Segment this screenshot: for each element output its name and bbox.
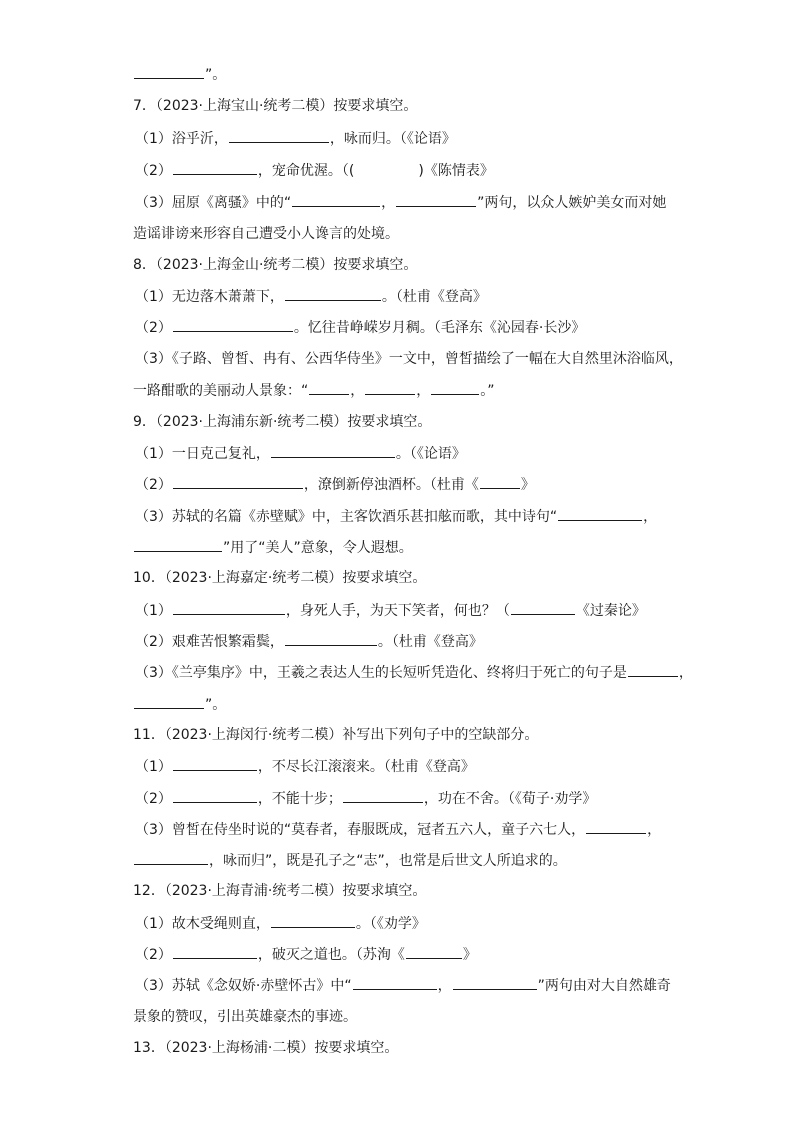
text-segment: （2） xyxy=(135,477,172,493)
answer-blank[interactable] xyxy=(480,474,520,489)
text-segment: （2） xyxy=(135,791,172,807)
text-segment: 11．（2023·上海闵行·统考二模）补写出下列句子中的空缺部分。 xyxy=(133,727,539,743)
text-segment: 》 xyxy=(520,477,535,493)
text-line xyxy=(135,756,694,777)
text-segment: ，功在不舍。（《荀子·劝学》 xyxy=(423,791,597,807)
answer-blank[interactable] xyxy=(353,975,437,990)
text-segment: ， xyxy=(381,195,396,211)
text-segment: 》 xyxy=(462,947,477,963)
text-segment: 造谣诽谤来形容自己遭受小人谗言的处境。 xyxy=(133,226,399,242)
text-segment: 。” xyxy=(480,383,495,399)
answer-blank[interactable] xyxy=(173,474,303,489)
answer-blank[interactable] xyxy=(285,286,381,301)
text-segment: ”用了“美人”意象，令人遐想。 xyxy=(223,540,413,556)
text-segment: （1） xyxy=(135,603,172,619)
text-segment: ， xyxy=(647,822,662,838)
text-line xyxy=(133,850,694,871)
text-segment: ， xyxy=(437,978,452,994)
text-segment: ， xyxy=(350,383,365,399)
text-segment: 。忆往昔峥嵘岁月稠。（毛泽东《沁园春·长沙》 xyxy=(293,320,586,336)
text-segment: ”两句由对大自然雄奇 xyxy=(537,978,671,994)
text-segment: （2） xyxy=(135,320,172,336)
text-segment: （2） xyxy=(135,947,172,963)
text-segment: ”两句，以众人嫉妒美女而对她 xyxy=(477,195,667,211)
text-segment: （3）屈原《离骚》中的“ xyxy=(135,195,292,211)
answer-blank[interactable] xyxy=(628,662,678,677)
text-line xyxy=(133,224,694,244)
answer-blank[interactable] xyxy=(406,944,462,959)
answer-blank[interactable] xyxy=(511,600,575,615)
text-segment: 。（《劝学》 xyxy=(355,916,426,932)
answer-blank[interactable] xyxy=(453,975,537,990)
text-segment: （3）《兰亭集序》中，王羲之表达人生的长短听凭造化、终将归于死亡的句子是 xyxy=(135,665,627,681)
text-segment: ，不尽长江滚滚来。（杜甫《登高》 xyxy=(257,759,475,775)
text-segment: （3）《子路、曾皙、冉有、公西华侍坐》一文中，曾皙描绘了一幅在大自然里沐浴临风， xyxy=(135,351,683,367)
text-segment: 9．（2023·上海浦东新·统考二模）按要求填空。 xyxy=(133,414,432,430)
answer-blank[interactable] xyxy=(271,913,355,928)
text-segment: 景象的赞叹，引出英雄豪杰的事迹。 xyxy=(133,1009,357,1025)
text-segment: （1） xyxy=(135,759,172,775)
text-line xyxy=(133,537,694,558)
answer-blank[interactable] xyxy=(134,850,208,865)
text-segment: ，不能十步； xyxy=(257,791,342,807)
text-line xyxy=(135,975,694,996)
text-segment: 《过秦论》 xyxy=(575,603,646,619)
question-heading xyxy=(133,725,694,745)
text-line xyxy=(133,380,694,401)
text-segment: （3）曾皙在侍坐时说的“莫春者，春服既成，冠者五六人，童子六七人， xyxy=(135,822,586,838)
answer-blank[interactable] xyxy=(271,443,395,458)
text-segment: 13．（2023·上海杨浦·二模）按要求填空。 xyxy=(133,1040,399,1056)
text-line xyxy=(135,944,694,965)
text-segment: （1）一日克己复礼， xyxy=(135,446,270,462)
answer-blank[interactable] xyxy=(229,128,329,143)
text-segment: )《陈情表》 xyxy=(418,163,494,179)
question-heading xyxy=(133,1038,694,1058)
answer-blank[interactable] xyxy=(173,756,257,771)
answer-blank[interactable] xyxy=(134,537,222,552)
text-segment: （1）浴乎沂， xyxy=(135,131,228,147)
text-segment: （2）艰难苦恨繁霜鬓， xyxy=(135,634,284,650)
text-segment: ， xyxy=(643,509,658,525)
text-segment: ”。 xyxy=(205,697,227,713)
text-segment: ，宠命优渥。（( xyxy=(257,163,355,179)
answer-blank[interactable] xyxy=(173,600,285,615)
answer-blank[interactable] xyxy=(173,788,257,803)
text-segment: 。（《论语》 xyxy=(395,446,466,462)
text-segment: ， xyxy=(678,665,693,681)
text-segment: 。（杜甫《登高》 xyxy=(377,634,483,650)
text-line xyxy=(135,819,694,840)
answer-blank[interactable] xyxy=(396,192,476,207)
text-segment: 一路酣歌的美丽动人景象：“ xyxy=(133,383,309,399)
text-line xyxy=(133,1007,694,1027)
text-segment: 。（杜甫《登高》 xyxy=(381,289,487,305)
text-line xyxy=(135,788,694,809)
question-heading xyxy=(133,881,694,901)
text-segment: ，身死人手，为天下笑者，何也？（ xyxy=(285,603,510,619)
text-line xyxy=(135,192,694,213)
question-heading xyxy=(133,568,694,588)
text-segment: 7．（2023·上海宝山·统考二模）按要求填空。 xyxy=(133,98,418,114)
text-line xyxy=(135,662,694,683)
answer-blank[interactable] xyxy=(365,380,415,395)
text-segment: （3）苏轼的名篇《赤壁赋》中，主客饮酒乐甚扣舷而歌，其中诗句“ xyxy=(135,509,558,525)
question-heading xyxy=(133,255,694,275)
text-segment: ，咏而归。（《论语》 xyxy=(329,131,456,147)
text-line xyxy=(133,64,694,85)
text-line xyxy=(135,913,694,934)
text-line xyxy=(135,349,694,369)
text-line xyxy=(135,474,694,495)
answer-blank[interactable] xyxy=(173,160,257,175)
answer-blank[interactable] xyxy=(292,192,380,207)
text-line xyxy=(135,443,694,464)
answer-blank[interactable] xyxy=(431,380,479,395)
text-segment: （1）无边落木萧萧下， xyxy=(135,289,284,305)
text-segment: ”。 xyxy=(205,67,227,83)
text-line xyxy=(135,506,694,527)
text-segment: ， xyxy=(416,383,431,399)
text-segment: ，咏而归”，既是孔子之“志”，也常是后世文人所追求的。 xyxy=(209,853,567,869)
answer-blank[interactable] xyxy=(309,380,349,395)
text-line xyxy=(135,160,694,181)
text-line xyxy=(135,317,694,338)
answer-blank[interactable] xyxy=(134,694,204,709)
answer-blank[interactable] xyxy=(173,944,257,959)
text-segment: （3）苏轼《念奴娇·赤壁怀古》中“ xyxy=(135,978,352,994)
text-segment: （2） xyxy=(135,163,172,179)
answer-blank[interactable] xyxy=(586,819,646,834)
answer-blank[interactable] xyxy=(558,506,642,521)
text-segment: ，破灭之道也。（苏洵《 xyxy=(257,947,405,963)
answer-blank[interactable] xyxy=(285,631,377,646)
text-segment: 8．（2023·上海金山·统考二模）按要求填空。 xyxy=(133,257,418,273)
question-heading xyxy=(133,412,694,432)
question-heading xyxy=(133,96,694,116)
text-line xyxy=(135,600,694,621)
answer-blank[interactable] xyxy=(343,788,423,803)
text-segment: （1）故木受绳则直， xyxy=(135,916,270,932)
text-segment: 10．（2023·上海嘉定·统考二模）按要求填空。 xyxy=(133,570,427,586)
answer-blank[interactable] xyxy=(173,317,293,332)
text-line xyxy=(135,286,694,307)
text-line xyxy=(135,128,694,149)
text-segment: ，潦倒新停浊酒杯。（杜甫《 xyxy=(303,477,479,493)
text-line xyxy=(135,631,694,652)
answer-blank[interactable] xyxy=(134,64,204,79)
text-line xyxy=(133,694,694,715)
text-segment: 12．（2023·上海青浦·统考二模）按要求填空。 xyxy=(133,883,427,899)
